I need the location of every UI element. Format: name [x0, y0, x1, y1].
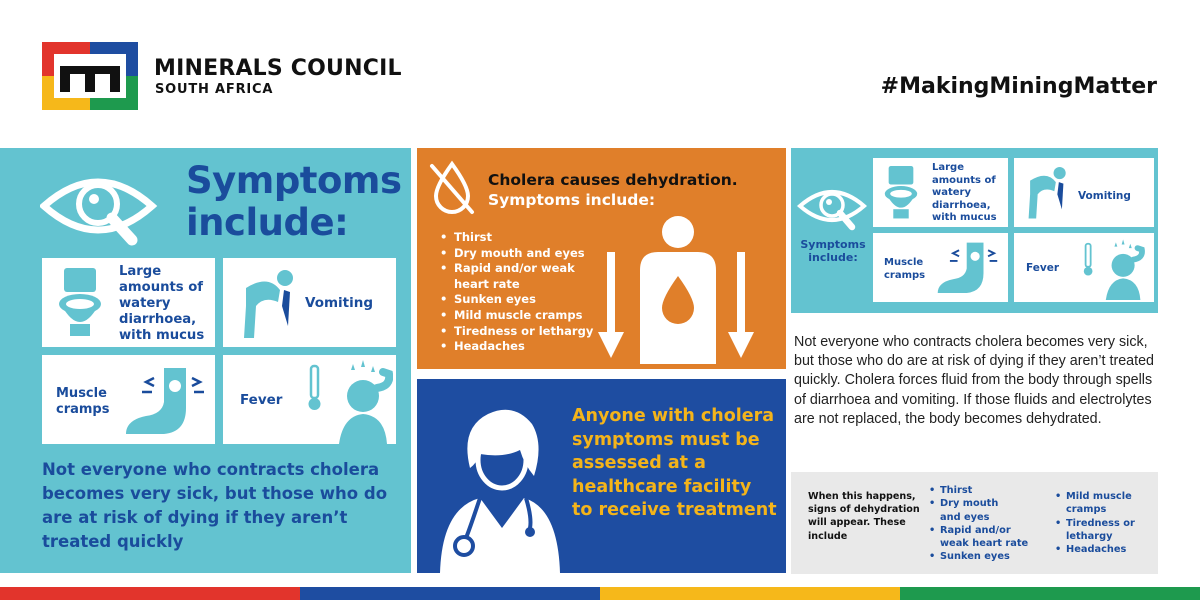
card-label-diarrhoea: Large amounts of watery diarrhoea, with mucus [119, 264, 205, 343]
dehydration-symptom-list [440, 230, 593, 355]
list-item: • Thirst [440, 230, 593, 246]
healthcare-message: Anyone with cholera symptoms must be assessed at a healthcare facility to receive treatment [572, 406, 777, 520]
dehydration-signs-list-b [1055, 490, 1150, 556]
card-label-muscle-cramps: Muscle cramps [56, 386, 110, 417]
card-label-vomiting: Vomiting [305, 295, 374, 311]
minerals-council-logo [42, 42, 138, 110]
footer-stripe-green [900, 587, 1200, 600]
list-item: • Dry mouth and eyes [440, 246, 593, 262]
right-paragraph: Not everyone who contracts cholera becomes very sick, but those who do are at risk of dying if they aren’t treated quickly. Cholera forces fluid from the body through spells of diarrhoea and vomiting. If those fluids and electrolytes are not replaced, the body becomes dehydrated. [794, 334, 1155, 427]
fever-person-icon [305, 358, 393, 444]
magnifier-eye-icon [40, 166, 158, 252]
dehydration-title: Cholera causes dehydration. Symptoms include: [488, 171, 738, 209]
brand-name: MINERALS COUNCIL [154, 56, 402, 81]
list-item: • Headaches [1055, 543, 1150, 556]
right-card-label-diarrhoea: Large amounts of watery diarrhoea, with mucus [932, 162, 997, 224]
toilet-icon [58, 268, 102, 338]
vomiting-person-icon-small [1024, 164, 1068, 220]
hashtag: #MakingMiningMatter [880, 74, 1157, 99]
fever-person-icon-small [1078, 238, 1148, 300]
card-label-fever: Fever [240, 392, 283, 408]
list-item: • Rapid and/or weak heart rate [440, 261, 580, 292]
dehydration-signs-list-a [929, 484, 1039, 564]
left-warning-note: Not everyone who contracts cholera becomes very sick, but those who do are at risk of dying if they aren’t treated quickly [42, 460, 388, 551]
brand-subtitle: SOUTH AFRICA [155, 82, 274, 97]
symptoms-title: Symptoms include: [186, 159, 402, 244]
footer-stripe-red [0, 587, 300, 600]
magnifier-eye-icon-small [797, 182, 867, 234]
list-item: • Sunken eyes [929, 550, 1039, 563]
list-item: • Tiredness or lethargy [440, 324, 593, 340]
vomiting-person-icon [238, 266, 296, 340]
right-symptoms-label: Symptoms include: [800, 238, 866, 264]
list-item: • Tiredness or lethargy [1055, 517, 1150, 544]
dehydration-signs-lead: When this happens, signs of dehydration will appear. These include [808, 491, 920, 542]
dehydrated-body-icon [598, 214, 758, 364]
doctor-icon [440, 398, 560, 573]
footer-stripe-yellow [600, 587, 900, 600]
right-card-label-muscle-cramps: Muscle cramps [884, 257, 926, 281]
no-water-drop-icon [428, 160, 476, 216]
leg-cramp-icon [124, 362, 210, 438]
list-item: • Headaches [440, 339, 593, 355]
list-item: • Thirst [929, 484, 1039, 497]
leg-cramp-icon-small [936, 238, 1002, 296]
right-card-label-vomiting: Vomiting [1078, 190, 1131, 202]
list-item: • Rapid and/or weak heart rate [929, 524, 1039, 551]
list-item: • Mild muscle cramps [440, 308, 593, 324]
footer-stripe-blue [300, 587, 600, 600]
list-item: • Mild muscle cramps [1055, 490, 1150, 517]
right-card-label-fever: Fever [1026, 262, 1060, 274]
list-item: • Dry mouth and eyes [929, 497, 1009, 524]
list-item: • Sunken eyes [440, 292, 593, 308]
toilet-icon-small [884, 166, 918, 220]
